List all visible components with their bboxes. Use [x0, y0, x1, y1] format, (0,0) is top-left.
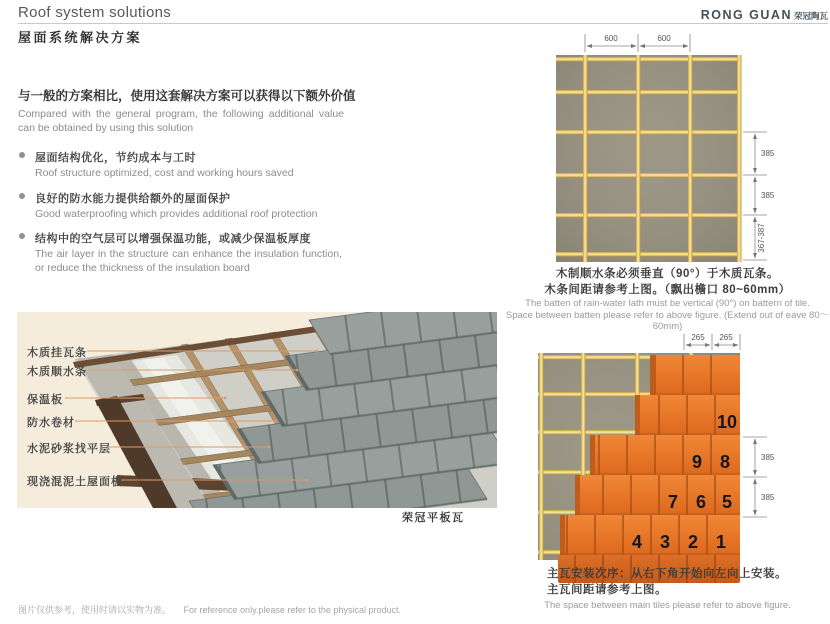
layer-label-tile-batten: 木质挂瓦条: [27, 347, 87, 359]
batten-diagram-caption: [505, 266, 830, 333]
caption-zh: 木制顺水条必须垂直（90°）于木质瓦条。: [556, 268, 779, 280]
benefit-zh: 结构中的空气层可以增强保温功能，或减少保温板厚度: [35, 233, 311, 246]
intro-block: [18, 86, 356, 136]
tile-row: [590, 435, 740, 479]
brand-logo: [701, 8, 828, 22]
footer-note: [18, 603, 401, 616]
dim-label: 385: [761, 453, 775, 462]
brand-name-zh: 荣冠陶瓦: [793, 11, 828, 21]
layer-label-mortar: 水泥砂浆找平层: [27, 443, 111, 455]
caption-en: Space between batten please refer to above figure. (Extend out of eave 80～60mm): [505, 309, 830, 332]
list-item: [18, 230, 342, 275]
bullet-icon: [19, 193, 25, 199]
dimension-top: [684, 333, 740, 350]
benefit-en: Roof structure optimized, cost and working hours saved: [35, 167, 294, 179]
benefit-en: Good waterproofing which provides additional roof protection: [35, 207, 318, 220]
illustration-caption: 荣冠平板瓦: [402, 512, 465, 524]
intro-heading-en: Compared with the general program, the following additional value can be obtained by using this solution: [18, 108, 344, 134]
bullet-icon: [19, 233, 25, 239]
tile-number: 2: [687, 532, 699, 552]
layer-label-insulation: 保温板: [27, 394, 63, 406]
dim-label: 265: [691, 333, 705, 342]
page-title-zh: 屋面系统解决方案: [18, 30, 143, 45]
brand-name-en: RONG GUAN: [700, 8, 792, 22]
dim-label: 385: [761, 191, 775, 200]
page-title-en: Roof system solutions: [18, 4, 172, 21]
dimension-top: [585, 34, 690, 52]
batten-grid: [556, 55, 742, 262]
layer-label-concrete-deck: 现浇混泥土屋面板: [27, 476, 123, 488]
intro-heading-zh: 与一般的方案相比，使用这套解决方案可以获得以下额外价值: [18, 89, 356, 103]
batten-spacing-diagram: [540, 28, 830, 270]
tile-install-diagram: [515, 330, 795, 588]
caption-zh: 主瓦安装次序：从右下角开始向左向上安装。: [547, 568, 787, 580]
caption-en: The batten of rain-water lath must be vertical (90°) on battern of tile.: [525, 298, 810, 309]
tile-number: 4: [631, 532, 643, 552]
dim-label: 367-387: [757, 223, 766, 253]
tile-row: [575, 475, 740, 519]
tile-number: 6: [695, 492, 707, 512]
dim-label: 600: [657, 34, 671, 43]
tile-number: 7: [667, 492, 679, 512]
list-item: [18, 149, 342, 181]
dimension-right: [743, 437, 775, 517]
caption-zh: 木条间距请参考上图。（飘出檐口 80~60mm）: [544, 284, 791, 296]
footer-note-zh: 图片仅供参考，使用时请以实物为准。: [18, 605, 172, 615]
benefit-en: The air layer in the structure can enhance the insulation function, or reduce the thickness of the insulation board: [35, 248, 342, 274]
benefit-zh: 良好的防水能力提供给额外的屋面保护: [35, 192, 231, 205]
list-item: [18, 190, 342, 222]
footer-note-en: For reference only.please refer to the physical product.: [183, 605, 401, 615]
dim-label: 385: [761, 149, 775, 158]
tile-number: 5: [721, 492, 733, 512]
layer-label-counter-batten: 木质顺水条: [27, 366, 87, 378]
dimension-right: [743, 132, 775, 260]
tile-number: 9: [691, 452, 703, 472]
tile-row: [635, 395, 740, 439]
benefit-zh: 屋面结构优化，节约成本与工时: [35, 152, 196, 164]
caption-zh: 主瓦间距请参考上图。: [547, 584, 667, 596]
caption-en: The space between main tiles please refer to above figure.: [544, 600, 791, 611]
benefit-list: [18, 149, 342, 285]
tile-row: [650, 355, 740, 399]
bullet-icon: [19, 152, 25, 158]
layer-label-waterproofing: 防水卷材: [27, 417, 75, 429]
header-divider: [18, 23, 828, 24]
dim-label: 265: [719, 333, 733, 342]
dim-label: 385: [761, 493, 775, 502]
tile-row: [560, 515, 740, 559]
tile-diagram-caption-en: [505, 600, 830, 612]
roof-layers-illustration: [17, 312, 497, 508]
tile-number: 8: [719, 452, 731, 472]
tile-number: 10: [716, 412, 738, 432]
tile-number: 3: [659, 532, 671, 552]
tile-diagram-caption-zh: [547, 566, 827, 598]
dim-label: 600: [604, 34, 618, 43]
tile-number: 1: [715, 532, 727, 552]
